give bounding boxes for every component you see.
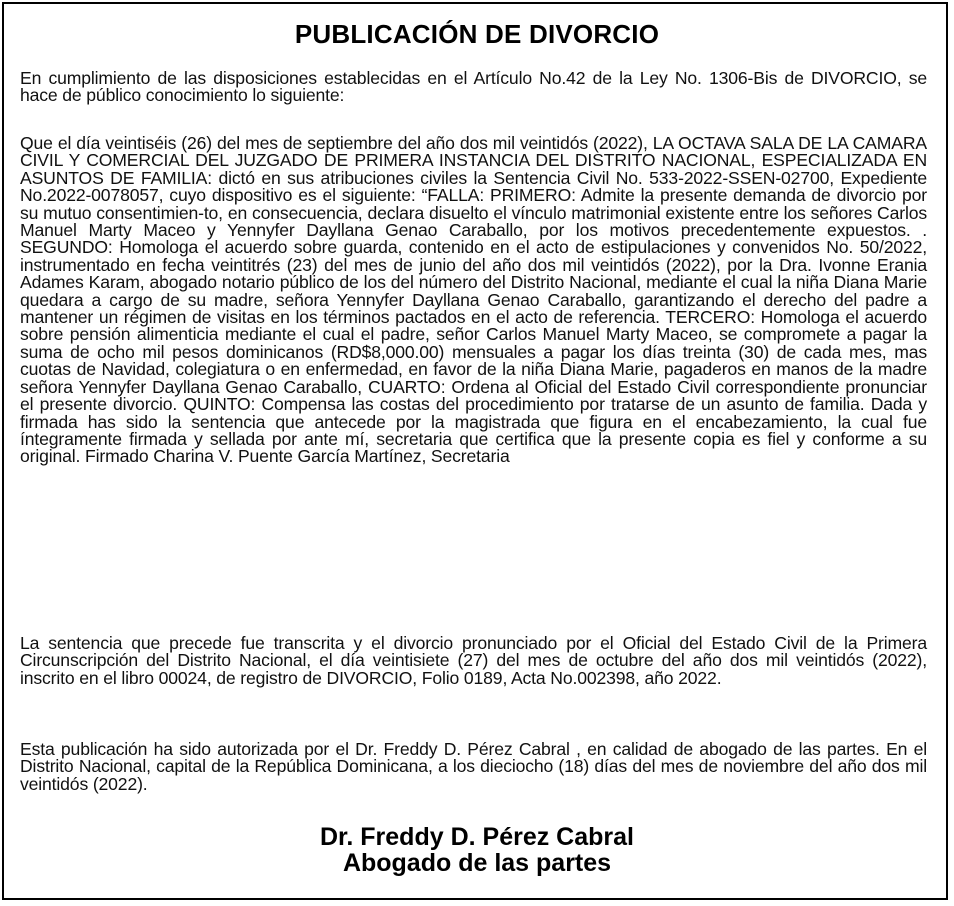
registration-paragraph: La sentencia que precede fue transcrita y el divorcio pronunciado por el Oficial del Estado Civil de la Primera Circunscripción del Distrito Nacional, el día veintisiete (27) del mes de octubre del año dos mil veintidós (2022), inscrito en el libro 00024, de registro de DIVORCIO, Folio 0189, Acta No.002398, año 2022. (20, 633, 927, 688)
notice-title: PUBLICACIÓN DE DIVORCIO (294, 19, 660, 49)
authorization-paragraph: Esta publicación ha sido autorizada por el Dr. Freddy D. Pérez Cabral , en calidad de abogado de las partes. En el Distrito Nacional, capital de la República Dominicana, a los dieciocho (18) días del mes de noviembre del año dos mil veintidós (2022). (20, 739, 927, 794)
signature-role: Abogado de las partes (342, 849, 612, 877)
intro-paragraph: En cumplimiento de las disposiciones establecidas en el Artículo No.42 de la Ley No. 1306-Bis de DIVORCIO, se hace de público conocimiento lo siguiente: (20, 68, 927, 106)
signature-name: Dr. Freddy D. Pérez Cabral (319, 823, 634, 851)
ruling-paragraph: Que el día veintiséis (26) del mes de septiembre del año dos mil veintidós (2022), LA OCTAVA SALA DE LA CAMARA CIVIL Y COMERCIAL DEL JUZGADO DE PRIMERA INSTANCIA DEL DISTRITO NACIONAL, ESPECIALIZADA EN ASUNTOS DE FAMILIA: dictó en sus atribuciones civiles la Sentencia Civil No. 533-2022-SSEN-02700, Expediente No.2022-0078057, cuyo dispositivo es el siguiente: “FALLA: PRIMERO: Admite la presente demanda de divorcio por su mutuo consentimien-to, en consecuencia, declara disuelto el vínculo matrimonial existente entre los señores Carlos Manuel Marty Maceo y Yennyfer Dayllana Genao Caraballo, por los motivos precedentemente expuestos. . SEGUNDO: Homologa el acuerdo sobre guarda, contenido en el acto de estipulaciones y convenidos No. 50/2022, instrumentado en fecha veintitrés (23) del mes de junio del año dos mil veintidós (2022), por la Dra. Ivonne Erania Adames Karam, abogado notario público de los del número del Distrito Nacional, mediante el cual la niña Diana Marie quedara a cargo de su madre, señora Yennyfer Dayllana Genao Caraballo, garantizando el derecho del padre a mantener un régimen de visitas en los términos pactados en el acto de referencia. TERCERO: Homologa el acuerdo sobre pensión alimenticia mediante el cual el padre, señor Carlos Manuel Marty Maceo, se compromete a pagar la suma de ocho mil pesos dominicanos (RD$8,000.00) mensuales a pagar los días treinta (30) de cada mes, mas cuotas de Navidad, colegiatura o en enfermedad, en favor de la niña Diana Marie, pagaderos en manos de la madre señora Yennyfer Dayllana Genao Caraballo, CUARTO: Ordena al Oficial del Estado Civil correspondiente pronunciar el presente divorcio. QUINTO: Compensa las costas del procedimiento por tratarse de un asunto de familia. Dada y firmada has sido la sentencia que antecede por la magistrada que figura en el encabezamiento, la cual fue íntegramente firmada y sellada por ante mí, secretaria que certifica que la presente copia es fiel y conforme a su original. Firmado Charina V. Puente García Martínez, Secretaria (20, 133, 927, 467)
signature-block (0, 824, 954, 876)
